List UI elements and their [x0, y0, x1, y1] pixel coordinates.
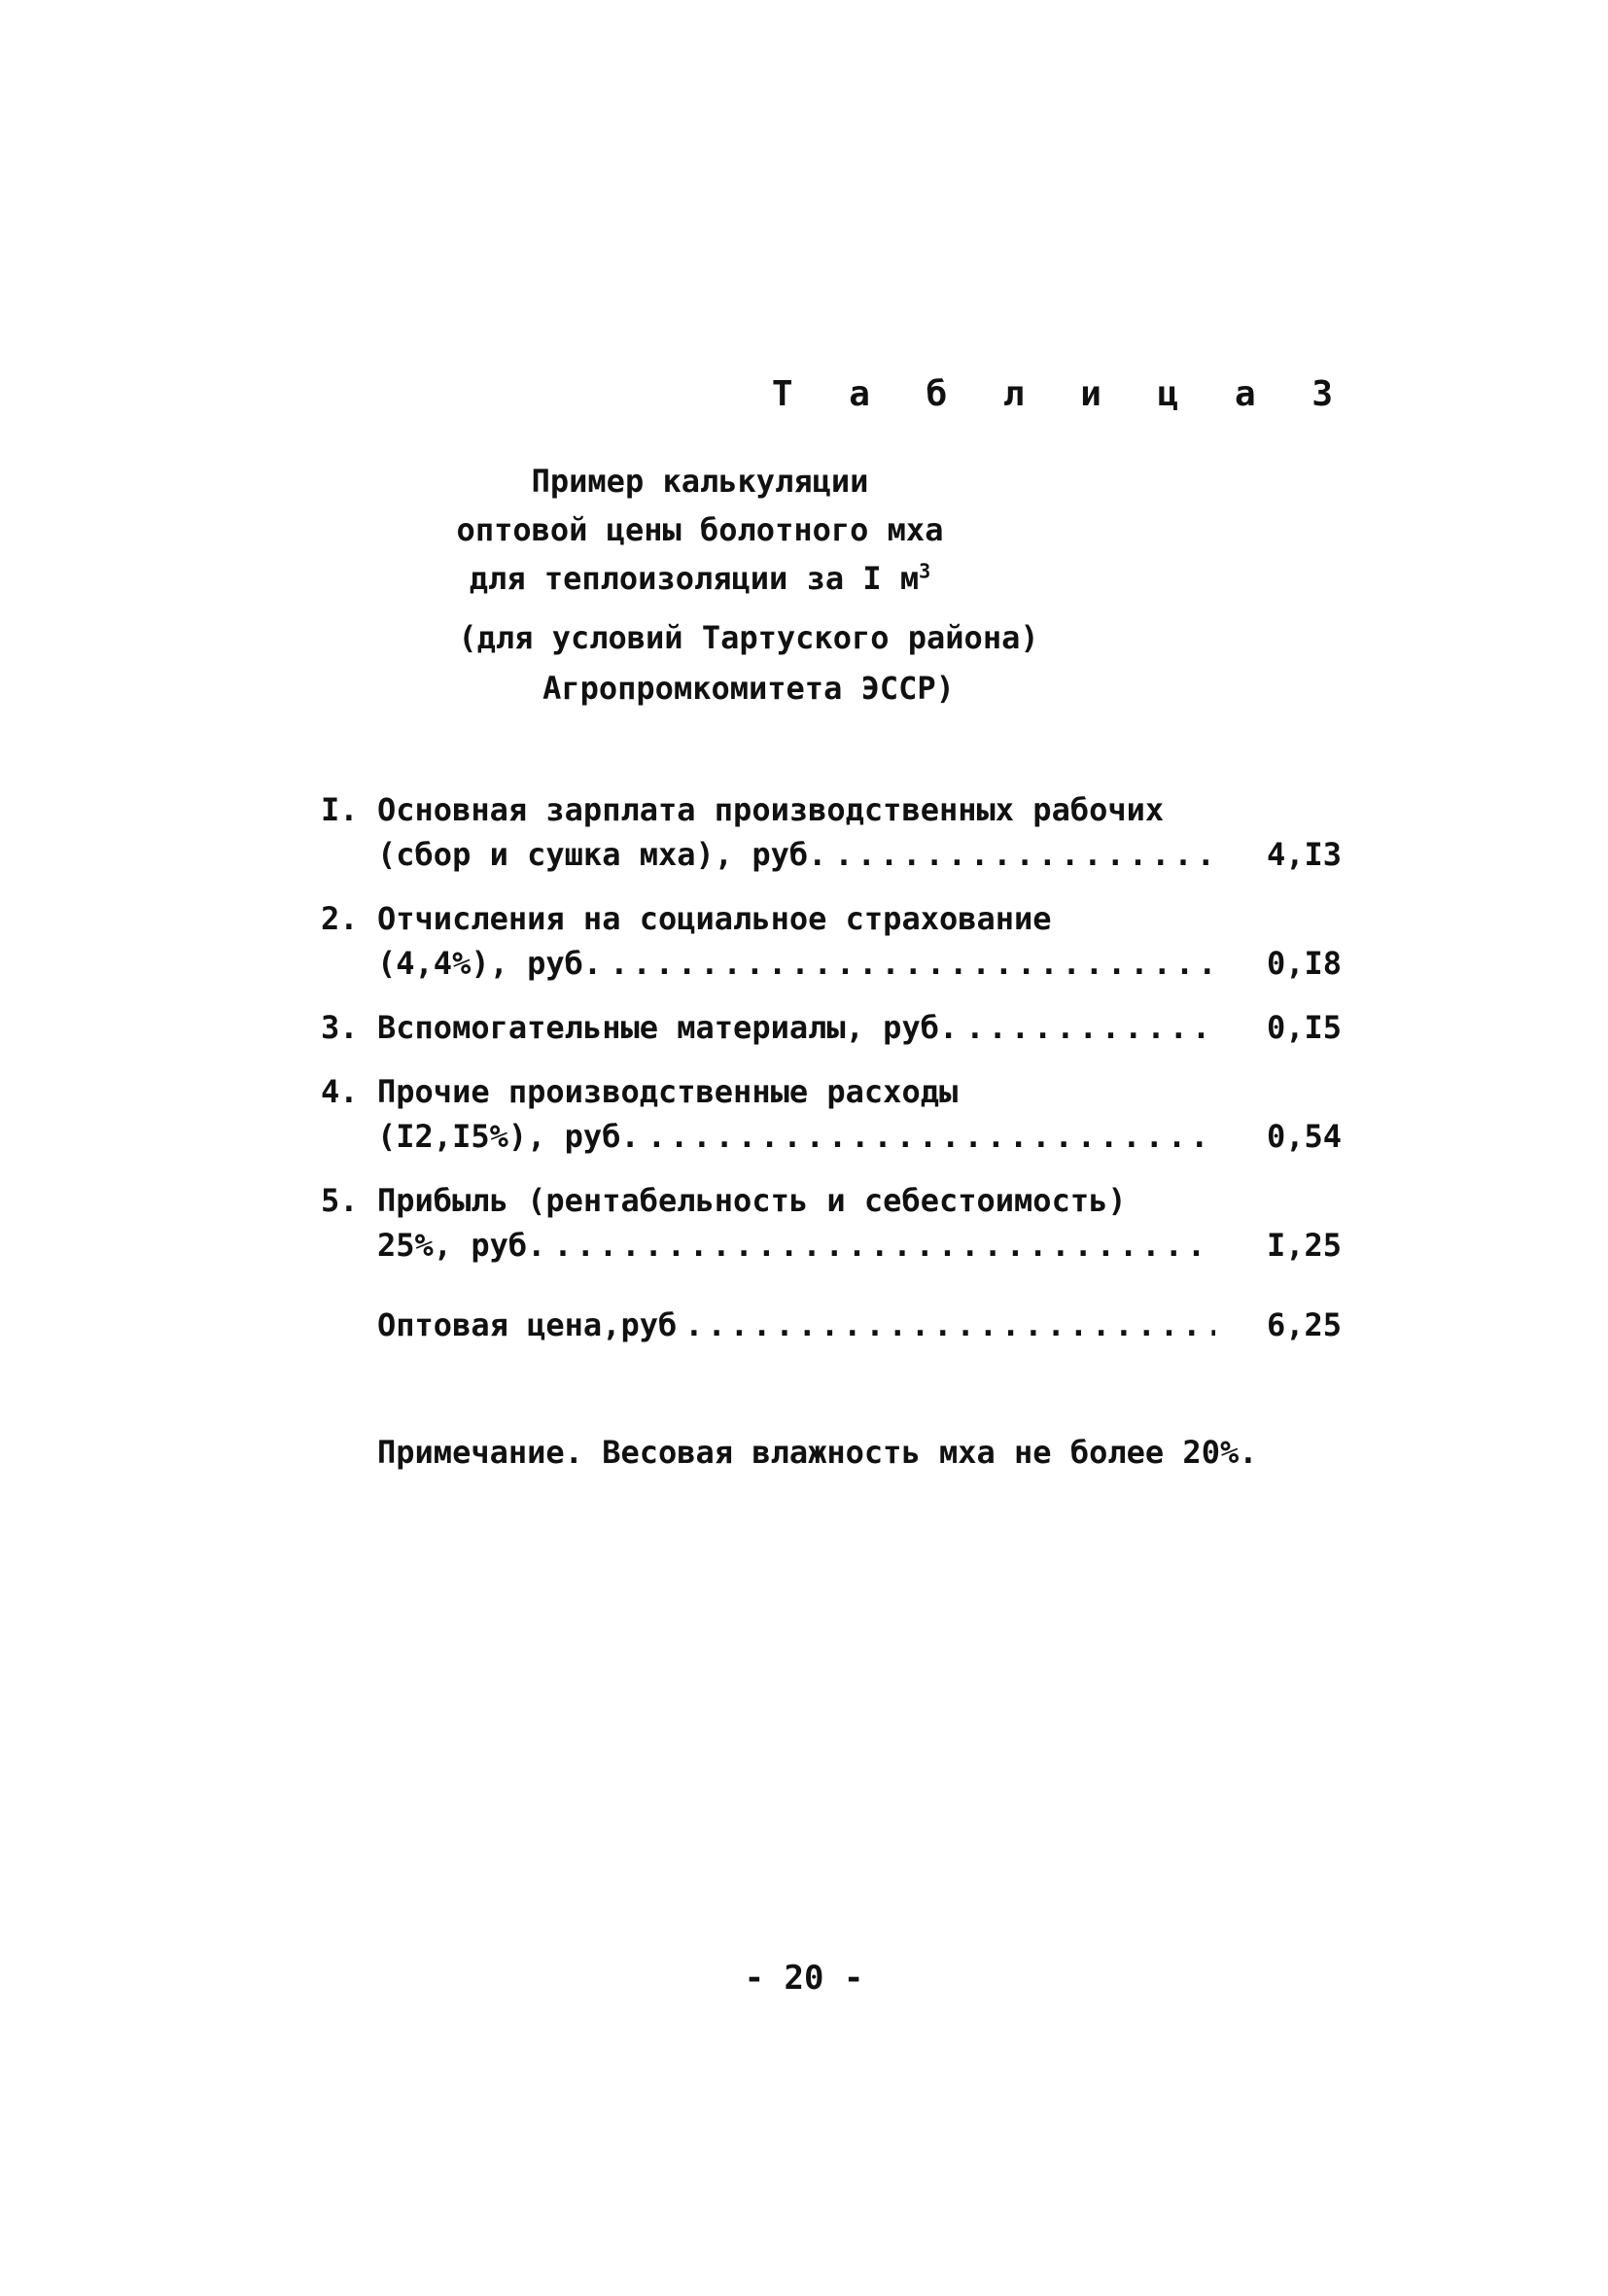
item-value: 4,I3: [1266, 836, 1342, 873]
item-text: Прибыль (рентабельность и себестоимость): [377, 1182, 1127, 1219]
item-value: 0,54: [1266, 1118, 1342, 1155]
page-number: - 20 -: [744, 1959, 864, 1998]
dot-leader: [826, 832, 1215, 877]
title-line-3: [389, 554, 1011, 603]
item-text-continued: [377, 1114, 1215, 1159]
item-text: Прочие производственные расходы: [377, 1073, 959, 1110]
item-text-line-2: (4,4%), руб.: [377, 945, 603, 982]
calculation-item: [321, 787, 1342, 877]
dot-leader: [602, 941, 1215, 986]
item-number: 5.: [321, 1182, 359, 1219]
dot-leader: [677, 1303, 1215, 1347]
subtitle-line-1: (для условий Тартуского района): [458, 619, 1039, 656]
item-text-line-2: (сбор и сушка мха), руб.: [377, 836, 827, 873]
title-line-1: Пример калькуляции: [531, 463, 869, 500]
title-line-3-text: для теплоизоляции за I м: [469, 560, 920, 597]
item-number: 2.: [321, 900, 359, 937]
calculation-item: [321, 896, 1342, 986]
item-text: Основная зарплата производственных рабочих: [377, 791, 1165, 828]
item-value: I,25: [1266, 1227, 1342, 1264]
dot-leader: [545, 1223, 1215, 1268]
title-line-2: оптовой цены болотного мха: [456, 511, 944, 548]
item-number: 4.: [321, 1073, 359, 1110]
item-value: 0,I8: [1266, 945, 1342, 982]
item-number: 3.: [321, 1009, 359, 1046]
item-value: 0,I5: [1266, 1009, 1342, 1046]
title-superscript: 3: [919, 559, 931, 583]
calculation-list: [321, 787, 1342, 1367]
table-subtitle: [408, 612, 1089, 713]
item-number: I.: [321, 791, 359, 828]
item-text: Отчисления на социальное страхование: [377, 900, 1052, 937]
total-text-with-leader: [377, 1303, 1215, 1347]
table-title: [389, 457, 1011, 603]
subtitle-line-2: Агропромкомитета ЭССР): [542, 670, 955, 707]
total-row: [321, 1303, 1342, 1347]
item-text-line-2: 25%, руб.: [377, 1227, 546, 1264]
item-text-line-2: (I2,I5%), руб.: [377, 1118, 640, 1155]
calculation-item: [321, 1178, 1342, 1268]
item-text: Вспомогательные материалы, руб.: [377, 1009, 959, 1046]
total-label: Оптовая цена,руб: [377, 1306, 678, 1343]
item-text-continued: [377, 1223, 1215, 1268]
total-value: 6,25: [1266, 1306, 1342, 1343]
calculation-item: [321, 1069, 1342, 1159]
calculation-item: [321, 1005, 1342, 1050]
table-label: Т а б л и ц а 3: [771, 374, 1350, 414]
item-text-with-leader: [377, 1005, 1215, 1050]
dot-leader: [640, 1114, 1215, 1159]
dot-leader: [958, 1005, 1215, 1050]
footnote: Примечание. Весовая влажность мха не более 20%.: [377, 1434, 1258, 1471]
item-text-continued: [377, 941, 1215, 986]
item-text-continued: [377, 832, 1215, 877]
